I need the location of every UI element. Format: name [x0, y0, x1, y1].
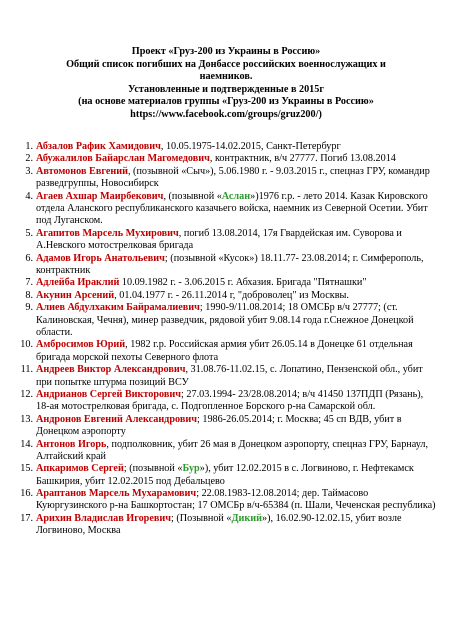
list-item-number: 14.	[20, 438, 33, 450]
list-item	[18, 364, 436, 389]
person-name: Амбросимов Юрий	[36, 339, 126, 351]
list-item	[18, 153, 436, 165]
list-item-number: 13.	[20, 413, 33, 425]
entry-details: ; 1990-9/11.08.2014; 18 ОМСБр в/ч 27777; (ст. Калиновская, Чечня), минер разведчик, рядовой убит 9.08.14 года г.Снежное Донецкой области.	[36, 302, 414, 338]
person-name: Адлейба Ираклий	[36, 277, 120, 289]
person-name: Антонов Игорь	[36, 438, 107, 450]
entry-details: , контрактник, в/ч 27777. Погиб 13.08.2014	[209, 153, 396, 165]
list-item-number: 4.	[25, 190, 33, 202]
entry-text-prefix: ; (позывной «	[123, 463, 183, 475]
entry-text-prefix: , (позывной «	[163, 190, 222, 202]
list-item-number: 2.	[25, 153, 33, 165]
document-header	[40, 46, 412, 122]
list-item	[18, 228, 436, 253]
list-item-number: 12.	[20, 389, 33, 400]
person-name: Адамов Игорь Анатольевич	[36, 252, 165, 264]
person-name: Абужалилов Байарслан Магомедович	[36, 153, 210, 165]
list-item	[18, 463, 436, 488]
person-name: Андронов Евгений Александрович	[36, 413, 197, 425]
person-name: Акунин Арсений	[36, 289, 115, 301]
header-source-note: (на основе материалов группы «Груз-200 из Украины в Россию»	[78, 96, 374, 108]
header-year-note: Установленные и подтвержденные в 2015г	[127, 83, 324, 95]
person-name: Абзалов Рафик Хамидович	[36, 141, 161, 152]
entry-details: , 10.05.1975-14.02.2015, Санкт-Петербург	[160, 141, 341, 152]
person-name: Араптанов Марсель Мухарамович	[36, 488, 197, 500]
list-item-number: 10.	[20, 339, 33, 351]
list-item-number: 9.	[25, 302, 33, 314]
header-source-url: https://www.facebook.com/groups/gruz200/)	[130, 108, 322, 120]
entry-details: »)1976 г.р. - лето 2014. Казак Кировского отдела Аланского республиканского казачьего войска, наемник из Северной Осетии. Убит под Луганском.	[36, 190, 428, 227]
entry-details: , 01.04.1977 г. - 26.11.2014 г, "доброволец" из Москвы.	[114, 289, 349, 301]
list-item	[18, 389, 436, 414]
list-item	[18, 253, 436, 278]
list-item-number: 7.	[25, 277, 33, 289]
person-name: Андрианов Сергей Викторович	[36, 389, 181, 400]
list-item	[18, 141, 436, 153]
entry-details: , подполковник, убит 26 мая в Донецком аэропорту, спецназ ГРУ, Барнаул, Алтайский край	[36, 438, 429, 462]
person-name: Алиев Абдулхаким Байрамалиевич	[36, 302, 200, 314]
list-item-number: 5.	[25, 227, 33, 239]
entry-details: ; 1986-26.05.2014; г. Москва; 45 сп ВДВ, убит в Донецком аэропорту	[36, 413, 402, 438]
list-item	[18, 302, 436, 339]
list-item-number: 11.	[20, 364, 33, 376]
list-item-number: 6.	[25, 252, 33, 264]
header-list-title-cont: наемников.	[199, 71, 253, 83]
list-item-number: 3.	[25, 165, 33, 177]
entry-details: , 31.08.76-11.02.15, с. Лопатино, Пензенской обл., убит при попытке штурма позиций ВСУ	[36, 364, 423, 388]
list-item	[18, 488, 436, 513]
person-name: Агапитов Марсель Мухирович	[36, 227, 179, 239]
entry-text-prefix: ; (Позывной «	[170, 512, 232, 524]
person-name: Арихин Владислав Игоревич	[36, 512, 171, 524]
person-name: Андреев Виктор Александрович	[36, 364, 186, 376]
entry-details: »), убит 12.02.2015 в с. Логвиново, г. Нефтекамск Башкирия, убит 12.02.2015 под Дебальцево	[36, 463, 414, 487]
list-item	[18, 513, 436, 538]
list-item-number: 16.	[20, 488, 33, 500]
entry-details: , (позывной «Сыч»), 5.06.1980 г. - 9.03.2015 г., спецназ ГРУ, командир разведгруппы, Новосибирск	[36, 165, 430, 190]
person-name: Агаев Ахшар Маирбекович	[36, 190, 164, 202]
entry-details: 10.09.1982 г. - 3.06.2015 г. Абхазия. Бригада "Пятнашки"	[119, 277, 367, 289]
entry-details: , 1982 г.р. Российская армия убит 26.05.14 в Донецке 61 отдельная бригада морской пехоты Северного флота	[36, 339, 413, 363]
person-name: Автомонов Евгений	[36, 165, 128, 177]
list-item	[18, 439, 436, 464]
entry-details: ; 22.08.1983-12.08.2014; дер. Таймасово Куюргузинского р-на Башкортостан; 17 ОМСБр в/ч-65384 (п. Шали, Чеченская республика)	[36, 488, 436, 512]
entry-details: »), 16.02.90-12.02.15, убит возле Логвиново, Москва	[36, 512, 402, 537]
header-list-title: Общий список погибших на Донбассе российских военнослужащих и	[66, 58, 386, 70]
callsign: Бур	[182, 463, 200, 475]
header-project-title: Проект «Груз-200 из Украины в Россию»	[131, 46, 321, 57]
list-item-number: 8.	[25, 289, 33, 301]
callsign: Аслан	[221, 190, 251, 202]
list-item	[18, 339, 436, 364]
list-item	[18, 290, 436, 302]
list-item-number: 1.	[25, 141, 33, 152]
victims-list	[18, 141, 436, 538]
entry-details: , погиб 13.08.2014, 17я Гвардейская им. Суворова и А.Невского мотострелковая бригада	[36, 227, 402, 252]
callsign: Дикий	[231, 512, 263, 524]
entry-details: ; (позывной «Кусок») 18.11.77- 23.08.2014; г. Симферополь, контрактник	[36, 252, 424, 276]
list-item	[18, 414, 436, 439]
list-item	[18, 191, 436, 228]
entry-details: ; 27.03.1994- 23/28.08.2014; в/ч 41450 137ПДП (Рязань), 18-ая мотострелковая бригада, с. Подгопленное Борского р-на Самарской обл.	[36, 389, 424, 413]
list-item	[18, 277, 436, 289]
list-item-number: 15.	[20, 463, 33, 475]
person-name: Апкаримов Сергей	[36, 463, 124, 475]
list-item-number: 17.	[20, 512, 33, 524]
list-item	[18, 166, 436, 191]
